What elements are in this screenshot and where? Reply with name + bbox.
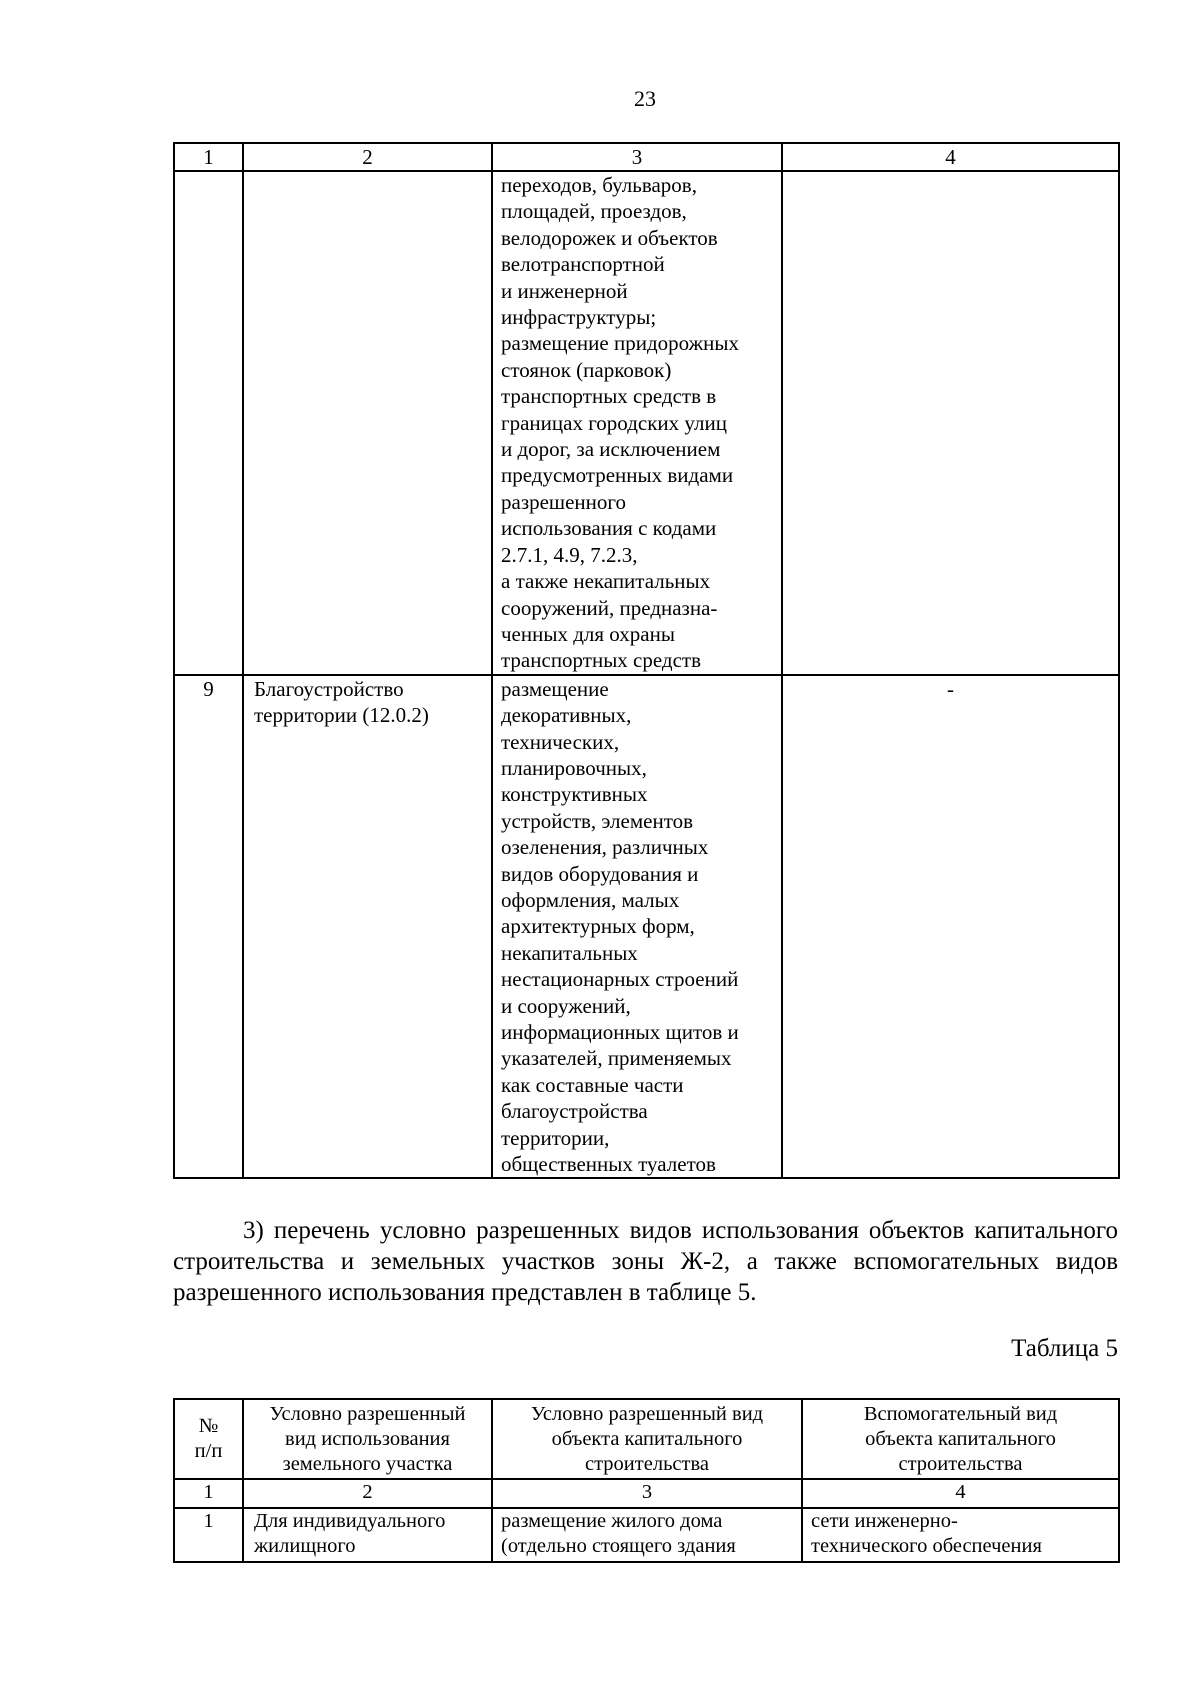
land-use-description: переходов, бульваров, площадей, проездов, велодорожек и объектов велотранспортной и инженерной инфраструктуры; размещение придорожных стоянок (парковок) транспортных средств в границах городских улиц и дорог, за исключением предусмотренных видами разрешенного использования с кодами 2.7.1, 4.9, 7.2.3, а также некапитальных сооружений, предназна- ченных для охраны транспортных средств	[492, 171, 782, 675]
table-row	[174, 675, 1119, 1179]
object-use: размещение жилого дома (отдельно стоящего здания	[492, 1508, 802, 1562]
conditional-use-table	[173, 1398, 1120, 1563]
column-number: 3	[492, 143, 782, 171]
land-use-table-continued	[173, 142, 1120, 1179]
column-number: 3	[492, 1479, 802, 1508]
land-use-description: размещение декоративных, технических, планировочных, конструктивных устройств, элементов озеленения, различных видов оборудования и оформления, малых архитектурных форм, некапитальных нестационарных строений и сооружений, информационных щитов и указателей, применяемых как составные части благоустройства территории, общественных туалетов	[492, 675, 782, 1179]
column-header: Вспомогательный вид объекта капитального строительства	[802, 1399, 1119, 1479]
table-column-numbers	[174, 1479, 1119, 1508]
table-column-numbers	[174, 143, 1119, 171]
page-number: 23	[634, 86, 656, 111]
table-row	[174, 171, 1119, 675]
column-number: 1	[174, 1479, 243, 1508]
table-row	[174, 1508, 1119, 1562]
row-number: 9	[174, 675, 243, 1179]
body-paragraph: 3) перечень условно разрешенных видов использования объектов капитального строительства и земельных участков зоны Ж-2, а также вспомогательных видов разрешенного использования представлен в таблице 5.	[173, 1217, 1118, 1306]
auxiliary-use: сети инженерно- технического обеспечения	[802, 1508, 1119, 1562]
column-header: Условно разрешенный вид объекта капитального строительства	[492, 1399, 802, 1479]
column-number: 4	[802, 1479, 1119, 1508]
auxiliary-use: -	[782, 675, 1119, 1179]
column-header: Условно разрешенный вид использования земельного участка	[243, 1399, 492, 1479]
land-use-name: Благоустройство территории (12.0.2)	[243, 675, 492, 1179]
auxiliary-use	[782, 171, 1119, 675]
row-number	[174, 171, 243, 675]
table-caption: Таблица 5	[1011, 1335, 1118, 1362]
row-number: 1	[174, 1508, 243, 1562]
column-number: 2	[243, 1479, 492, 1508]
column-number: 4	[782, 143, 1119, 171]
land-use-name: Для индивидуального жилищного	[243, 1508, 492, 1562]
column-header: № п/п	[174, 1399, 243, 1479]
column-number: 1	[174, 143, 243, 171]
table-header-row	[174, 1399, 1119, 1479]
land-use-name	[243, 171, 492, 675]
column-number: 2	[243, 143, 492, 171]
